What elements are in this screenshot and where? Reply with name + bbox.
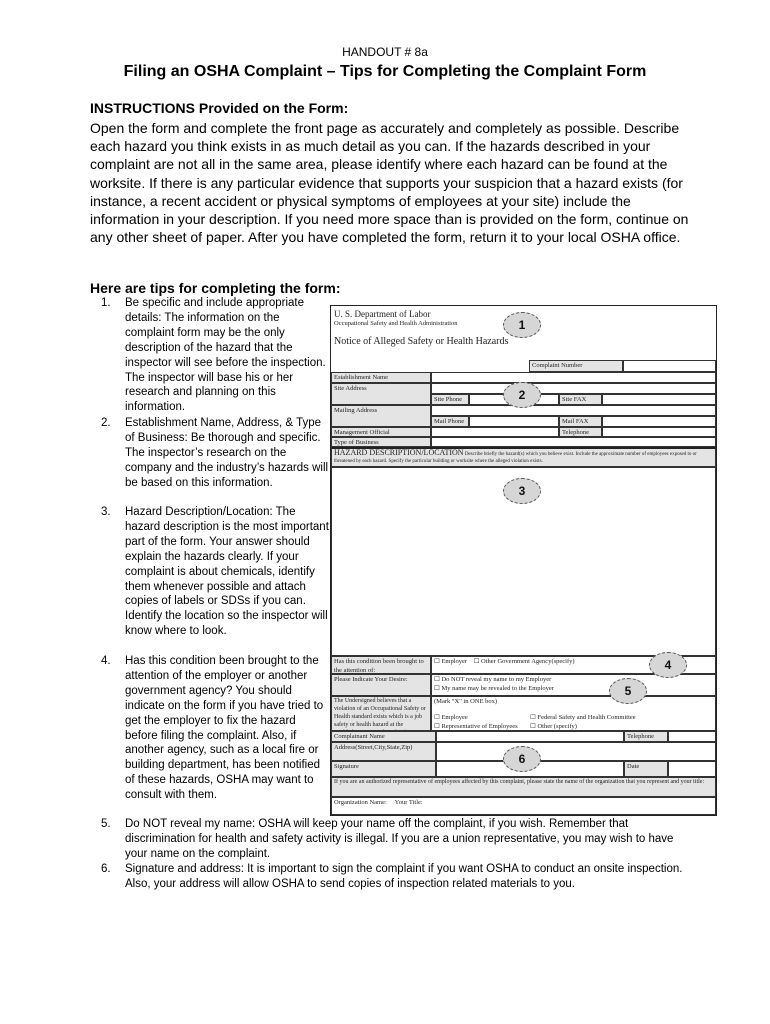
marker-1: 1	[503, 312, 541, 338]
indicate-desire-label: Please Indicate Your Desire:	[331, 674, 431, 696]
option-federal-committee: ☐ Federal Safety and Health Committee	[530, 714, 636, 721]
marker-3: 3	[503, 478, 541, 504]
date-field	[668, 761, 716, 777]
mailing-address-field	[431, 405, 716, 416]
organization-row	[331, 797, 716, 815]
tip-item	[101, 654, 330, 803]
tip-text: Has this condition been brought to the attention of the employer or another government agency? You should indicate on the form if you have tried to get the employer to fix the hazard before filing the complaint. Also, if another agency, such as a local fire or building department, has been notified of these hazards, OSHA may want to consult with them.	[125, 655, 324, 802]
complainant-name-field	[436, 731, 624, 742]
management-official-label: Management Official	[331, 427, 431, 437]
site-phone-label: Site Phone	[431, 394, 469, 405]
type-of-business-field	[431, 437, 716, 447]
mark-x-note: (Mark "X" in ONE box)	[434, 698, 498, 705]
establishment-name-field	[431, 372, 716, 383]
telephone-field	[602, 427, 716, 437]
tip-item	[101, 862, 685, 892]
mailing-address-label: Mailing Address	[331, 405, 431, 427]
site-fax-field	[602, 394, 716, 405]
signature-label: Signature	[331, 761, 436, 777]
marker-5: 5	[609, 678, 647, 704]
tip-number: 1.	[101, 297, 111, 309]
mail-phone-field	[469, 416, 559, 427]
page-title: Filing an OSHA Complaint – Tips for Completing the Complaint Form	[123, 63, 647, 80]
your-title-label: Your Title:	[394, 799, 423, 806]
tip-number: 4.	[101, 655, 111, 667]
instructions-text: Open the form and complete the front page as accurately and completely as possible. Describe each hazard you think exists in as much detail as you can. If the hazards described in your complaint are not all in the same area, please identify where each hazard can be found at the worksite. If there is any particular evidence that supports your suspicion that a hazard exists (for instance, a recent accident or physical symptoms of employees at your site) include the information in your description. If you need more space than is provided on the form, continue on any other sheet of paper. After you have completed the form, return it to your local OSHA office.	[90, 120, 689, 246]
complaint-form-image	[330, 305, 717, 816]
type-of-business-label: Type of Business	[331, 437, 431, 447]
hazard-header	[331, 447, 716, 467]
tip-item	[101, 416, 330, 491]
option-other-agency: ☐ Other Government Agency(specify)	[473, 658, 575, 665]
tip-number: 5.	[101, 818, 111, 830]
mail-fax-label: Mail FAX	[559, 416, 602, 427]
hazard-heading: HAZARD DESCRIPTION/LOCATION	[334, 448, 464, 457]
option-employer: ☐ Employer	[434, 658, 468, 665]
tip-item	[101, 296, 330, 415]
option-may-reveal: ☐ My name may be revealed to the Employer	[434, 685, 554, 692]
mail-phone-label: Mail Phone	[431, 416, 469, 427]
option-representative: ☐ Representative of Employees	[434, 723, 518, 730]
complaint-number-label: Complaint Number	[529, 360, 623, 372]
hazard-instructions: Describe briefly the hazard(s) which you believe exist. Include the approximate number of employees exposed to or threatened by each hazard. Specify the particular building or worksite where the alleged violation exists.	[334, 452, 697, 464]
tip-item	[101, 505, 330, 639]
option-do-not-reveal: ☐ Do NOT reveal my name to my Employer	[434, 676, 552, 683]
tip-item	[101, 817, 685, 862]
tip-text: Hazard Description/Location: The hazard description is the most important part of the form. Your answer should explain the hazards clearly. If your complaint is about chemicals, identify them whenever possible and attach copies of labels or SDSs if you can. Identify the location so the inspector will know where to look.	[125, 506, 329, 638]
tips-heading: Here are tips for completing the form:	[90, 280, 341, 296]
brought-to-attention-label: Has this condition been brought to the attention of:	[331, 656, 431, 674]
tip-number: 3.	[101, 506, 111, 518]
undersigned-label: The Undersigned believes that a violation of an Occupational Safety or Health standard exists which is a job safety or health hazard at the	[331, 696, 431, 731]
address-field	[436, 742, 716, 761]
date-label: Date	[624, 761, 668, 777]
instructions-heading: INSTRUCTIONS Provided on the Form:	[90, 100, 349, 116]
site-address-label: Site Address	[331, 383, 431, 405]
marker-4: 4	[649, 652, 687, 678]
authorized-rep-note: If you are an authorized representative of employees affected by this complaint, please state the name of the organization that you represent and your title:	[331, 777, 716, 797]
telephone2-field	[668, 731, 716, 742]
undersigned-options	[431, 696, 716, 731]
establishment-name-label: Establishment Name	[331, 372, 431, 383]
mail-fax-field	[602, 416, 716, 427]
tip-text: Establishment Name, Address, & Type of Business: Be thorough and specific. The inspector’s research on the company and the industry’s hazards will be based on this information.	[125, 417, 329, 489]
marker-2: 2	[503, 382, 541, 408]
handout-label: HANDOUT # 8a	[342, 45, 428, 59]
form-title: Notice of Alleged Safety or Health Hazards	[334, 336, 509, 347]
site-fax-label: Site FAX	[559, 394, 602, 405]
tip-number: 2.	[101, 417, 111, 429]
option-employee: ☐ Employee	[434, 714, 468, 721]
tip-text: Be specific and include appropriate details: The information on the complaint form may be the only description of the hazard that the inspector will see before the inspection. The inspector will base his or her research and planning on this information.	[125, 297, 326, 414]
tip-text: Do NOT reveal my name: OSHA will keep your name off the complaint, if you wish. Remember that discrimination for health and safety activity is illegal. If you are a union representative, you may wish to have your name on the complaint.	[125, 818, 674, 860]
site-address-field	[431, 383, 716, 394]
telephone-label: Telephone	[559, 427, 602, 437]
management-official-field	[431, 427, 559, 437]
marker-6: 6	[503, 746, 541, 772]
option-other: ☐ Other (specify)	[530, 723, 577, 730]
address-label: Address(Street,City,State,Zip)	[331, 742, 436, 761]
org-name-label: Organization Name:	[334, 799, 387, 806]
tip-text: Signature and address: It is important to sign the complaint if you want OSHA to conduct an onsite inspection. Also, your address will allow OSHA to send copies of inspection related materials to you.	[125, 863, 683, 890]
complaint-number-field	[623, 360, 716, 372]
tip-number: 6.	[101, 863, 111, 875]
form-dept: U. S. Department of Labor	[334, 309, 431, 319]
complainant-name-label: Complainant Name	[331, 731, 436, 742]
telephone2-label: Telephone	[624, 731, 668, 742]
form-agency: Occupational Safety and Health Administration	[334, 320, 458, 327]
